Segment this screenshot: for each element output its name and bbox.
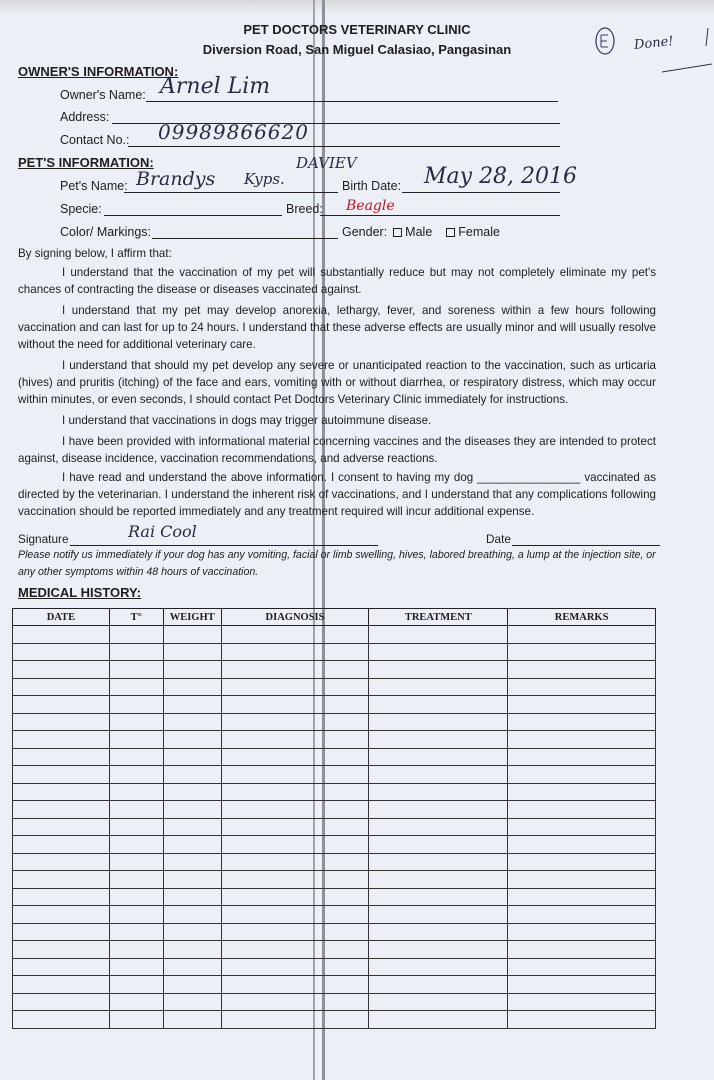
consent-paragraph-1: I understand that the vaccination of my pet will substantially reduce but may not completely eliminate my pet's chances of contracting the disease or diseases vaccinated against.	[18, 266, 656, 296]
table-cell	[163, 696, 221, 714]
table-cell	[221, 1011, 369, 1029]
table-cell	[369, 941, 508, 959]
table-row	[13, 713, 656, 731]
table-cell	[163, 661, 221, 679]
table-cell	[163, 853, 221, 871]
female-checkbox[interactable]	[446, 228, 455, 237]
gender-label-text: Gender:	[342, 225, 388, 239]
consent-paragraph-2: I understand that my pet may develop anorexia, lethargy, fever, and soreness within a few hours following vaccination and can last for up to 24 hours. I understand that these adverse effects are usually minor and will usually resolve without the need for additional veterinary care.	[18, 304, 656, 351]
pet-name-label: Pet's Name:	[60, 179, 128, 193]
table-cell	[369, 853, 508, 871]
table-cell	[109, 801, 163, 819]
pet-name-value: Brandys	[136, 168, 216, 190]
color-markings-line	[152, 238, 338, 239]
table-cell	[221, 941, 369, 959]
table-cell	[163, 836, 221, 854]
table-row	[13, 923, 656, 941]
table-cell	[163, 958, 221, 976]
symptom-notice: Please notify us immediately if your dog has any vomiting, facial or limb swelling, hives, labored breathing, a lump at the injection site, or any other symptoms within 48 hours of vaccination.	[18, 549, 656, 578]
table-cell	[221, 696, 369, 714]
pet-extra-value-2: DAVIEV	[296, 154, 357, 172]
table-cell	[109, 818, 163, 836]
table-cell	[508, 976, 656, 994]
table-cell	[508, 626, 656, 644]
table-cell	[369, 888, 508, 906]
table-cell	[163, 906, 221, 924]
medical-history-title: MEDICAL HISTORY:	[18, 585, 142, 600]
col-temp-header: T°	[109, 609, 163, 626]
table-cell	[369, 713, 508, 731]
table-cell	[13, 993, 110, 1011]
table-cell	[221, 661, 369, 679]
table-cell	[109, 888, 163, 906]
table-row	[13, 696, 656, 714]
table-cell	[369, 923, 508, 941]
table-cell	[163, 748, 221, 766]
contact-line	[128, 146, 560, 147]
table-cell	[109, 906, 163, 924]
table-cell	[13, 958, 110, 976]
contact-value: 09989866620	[158, 120, 309, 144]
table-row	[13, 748, 656, 766]
table-cell	[508, 888, 656, 906]
table-cell	[163, 1011, 221, 1029]
table-cell	[508, 731, 656, 749]
table-cell	[13, 713, 110, 731]
table-cell	[221, 766, 369, 784]
table-cell	[508, 661, 656, 679]
table-cell	[221, 976, 369, 994]
table-cell	[508, 836, 656, 854]
table-cell	[369, 748, 508, 766]
table-cell	[369, 976, 508, 994]
table-cell	[109, 923, 163, 941]
table-cell	[13, 818, 110, 836]
table-cell	[109, 696, 163, 714]
table-cell	[221, 713, 369, 731]
female-option-label: Female	[458, 225, 500, 239]
table-cell	[13, 871, 110, 889]
owner-name-value: Arnel Lim	[160, 74, 271, 99]
table-cell	[369, 818, 508, 836]
pet-section-title: PET'S INFORMATION:	[18, 155, 154, 170]
owner-name-line	[146, 101, 558, 102]
table-cell	[13, 643, 110, 661]
table-cell	[109, 941, 163, 959]
table-row	[13, 888, 656, 906]
table-cell	[369, 836, 508, 854]
pet-name-line	[124, 192, 338, 193]
table-cell	[221, 923, 369, 941]
table-cell	[221, 783, 369, 801]
table-cell	[369, 643, 508, 661]
col-date-header: DATE	[13, 609, 110, 626]
consent-paragraph-6: I have read and understand the above information. I consent to having my dog ________________ vaccinated as directed by the veterinarian. I understand the inherent risk of vaccinations, and I understand that any complications following vaccination should be reported immediately and any treatment required will incur additional expense.	[18, 471, 656, 518]
table-cell	[508, 748, 656, 766]
table-row	[13, 643, 656, 661]
table-cell	[109, 836, 163, 854]
table-cell	[13, 748, 110, 766]
male-option-label: Male	[405, 225, 433, 239]
signature-value: Rai Cool	[128, 522, 197, 541]
table-cell	[109, 976, 163, 994]
table-cell	[13, 941, 110, 959]
clinic-address: Diversion Road, San Miguel Calasiao, Pangasinan	[202, 42, 512, 57]
col-weight-header: WEIGHT	[163, 609, 221, 626]
table-cell	[221, 678, 369, 696]
birth-date-label: Birth Date:	[342, 179, 402, 193]
table-row	[13, 836, 656, 854]
table-cell	[508, 643, 656, 661]
table-cell	[369, 871, 508, 889]
birth-date-value: May 28, 2016	[424, 164, 578, 189]
table-cell	[163, 731, 221, 749]
table-cell	[221, 626, 369, 644]
table-cell	[221, 748, 369, 766]
table-cell	[163, 783, 221, 801]
table-cell	[13, 1011, 110, 1029]
table-row	[13, 783, 656, 801]
table-cell	[221, 958, 369, 976]
table-cell	[369, 731, 508, 749]
table-cell	[163, 643, 221, 661]
col-diagnosis-header: DIAGNOSIS	[221, 609, 369, 626]
table-cell	[508, 783, 656, 801]
table-cell	[508, 801, 656, 819]
contact-label: Contact No.:	[60, 133, 130, 147]
table-row	[13, 871, 656, 889]
clinic-name: PET DOCTORS VETERINARY CLINIC	[243, 22, 471, 37]
male-checkbox[interactable]	[393, 228, 402, 237]
table-cell	[163, 678, 221, 696]
table-cell	[221, 836, 369, 854]
specie-label: Specie:	[60, 202, 102, 216]
table-cell	[109, 871, 163, 889]
table-cell	[369, 678, 508, 696]
table-cell	[109, 766, 163, 784]
table-cell	[221, 853, 369, 871]
table-row	[13, 801, 656, 819]
table-cell	[221, 818, 369, 836]
table-row	[13, 906, 656, 924]
date-label: Date	[486, 532, 511, 546]
owner-name-label: Owner's Name:	[60, 88, 146, 102]
birth-date-line	[402, 192, 560, 193]
table-header-row	[13, 609, 656, 626]
table-cell	[109, 713, 163, 731]
table-cell	[163, 801, 221, 819]
table-cell	[369, 661, 508, 679]
table-cell	[109, 783, 163, 801]
table-cell	[508, 818, 656, 836]
table-cell	[221, 731, 369, 749]
consent-intro: By signing below, I affirm that:	[18, 247, 172, 260]
table-cell	[221, 993, 369, 1011]
table-cell	[163, 976, 221, 994]
table-cell	[109, 626, 163, 644]
table-cell	[109, 993, 163, 1011]
table-cell	[221, 643, 369, 661]
table-cell	[109, 853, 163, 871]
table-cell	[369, 993, 508, 1011]
col-treatment-header: TREATMENT	[369, 609, 508, 626]
table-cell	[163, 818, 221, 836]
table-cell	[163, 888, 221, 906]
medical-history-table	[12, 608, 656, 1029]
signature-line	[70, 545, 378, 546]
table-cell	[508, 906, 656, 924]
address-label: Address:	[60, 110, 110, 124]
date-line	[512, 545, 660, 546]
table-row	[13, 818, 656, 836]
table-cell	[163, 766, 221, 784]
table-cell	[13, 976, 110, 994]
table-cell	[508, 993, 656, 1011]
table-cell	[508, 871, 656, 889]
table-cell	[508, 713, 656, 731]
handwritten-circle-mark-icon	[594, 26, 616, 56]
table-cell	[109, 661, 163, 679]
table-cell	[13, 731, 110, 749]
table-row	[13, 941, 656, 959]
consent-paragraph-3: I understand that should my pet develop any severe or unanticipated reaction to the vaccination, such as urticaria (hives) and pruritis (itching) of the face and ears, vomiting with or without diarrhea, or respiratory distress, which may occur within minutes, or even seconds, I should contact Pet Doctors Veterinary Clinic immediately for instructions.	[18, 359, 656, 406]
table-cell	[163, 941, 221, 959]
table-cell	[13, 906, 110, 924]
table-cell	[221, 888, 369, 906]
table-cell	[163, 871, 221, 889]
consent-paragraphs	[18, 264, 656, 520]
table-cell	[13, 923, 110, 941]
table-row	[13, 993, 656, 1011]
table-cell	[508, 923, 656, 941]
table-row	[13, 731, 656, 749]
table-cell	[369, 696, 508, 714]
table-cell	[508, 1011, 656, 1029]
table-cell	[109, 958, 163, 976]
specie-line	[104, 215, 282, 216]
owner-section-title: OWNER'S INFORMATION:	[18, 64, 179, 79]
table-cell	[508, 678, 656, 696]
pet-extra-value: Kyps.	[244, 170, 285, 188]
table-cell	[369, 783, 508, 801]
table-row	[13, 626, 656, 644]
margin-pen-stroke	[660, 26, 714, 76]
table-cell	[109, 643, 163, 661]
table-cell	[13, 661, 110, 679]
table-cell	[13, 626, 110, 644]
table-cell	[221, 871, 369, 889]
table-cell	[508, 941, 656, 959]
consent-paragraph-5: I have been provided with informational material concerning vaccines and the diseases they are intended to protect against, disease incidence, vaccination recommendations, and adverse reactions.	[18, 435, 656, 465]
table-row	[13, 766, 656, 784]
table-cell	[13, 836, 110, 854]
consent-paragraph-4: I understand that vaccinations in dogs may trigger autoimmune disease.	[62, 414, 432, 427]
table-row	[13, 958, 656, 976]
table-cell	[221, 906, 369, 924]
table-cell	[109, 678, 163, 696]
table-cell	[369, 801, 508, 819]
table-cell	[13, 678, 110, 696]
table-row	[13, 1011, 656, 1029]
table-row	[13, 976, 656, 994]
table-cell	[163, 713, 221, 731]
col-remarks-header: REMARKS	[508, 609, 656, 626]
table-cell	[163, 923, 221, 941]
table-cell	[369, 766, 508, 784]
table-cell	[109, 748, 163, 766]
margin-note-done: Done!	[633, 33, 675, 54]
table-cell	[13, 801, 110, 819]
table-cell	[13, 888, 110, 906]
table-cell	[13, 696, 110, 714]
table-cell	[369, 958, 508, 976]
table-cell	[508, 696, 656, 714]
table-row	[13, 853, 656, 871]
table-cell	[13, 783, 110, 801]
table-cell	[369, 1011, 508, 1029]
table-cell	[163, 993, 221, 1011]
medical-history-body	[13, 626, 656, 1029]
color-markings-label: Color/ Markings:	[60, 225, 151, 239]
table-cell	[13, 853, 110, 871]
gender-label	[342, 225, 500, 239]
table-cell	[508, 853, 656, 871]
table-cell	[13, 766, 110, 784]
table-row	[13, 661, 656, 679]
breed-value: Beagle	[346, 198, 395, 214]
table-cell	[109, 731, 163, 749]
breed-label: Breed:	[286, 202, 323, 216]
breed-line	[320, 215, 560, 216]
table-cell	[508, 958, 656, 976]
table-cell	[163, 626, 221, 644]
table-cell	[369, 626, 508, 644]
table-row	[13, 678, 656, 696]
table-cell	[508, 766, 656, 784]
table-cell	[221, 801, 369, 819]
table-cell	[369, 906, 508, 924]
signature-label: Signature	[18, 532, 69, 546]
table-cell	[109, 1011, 163, 1029]
